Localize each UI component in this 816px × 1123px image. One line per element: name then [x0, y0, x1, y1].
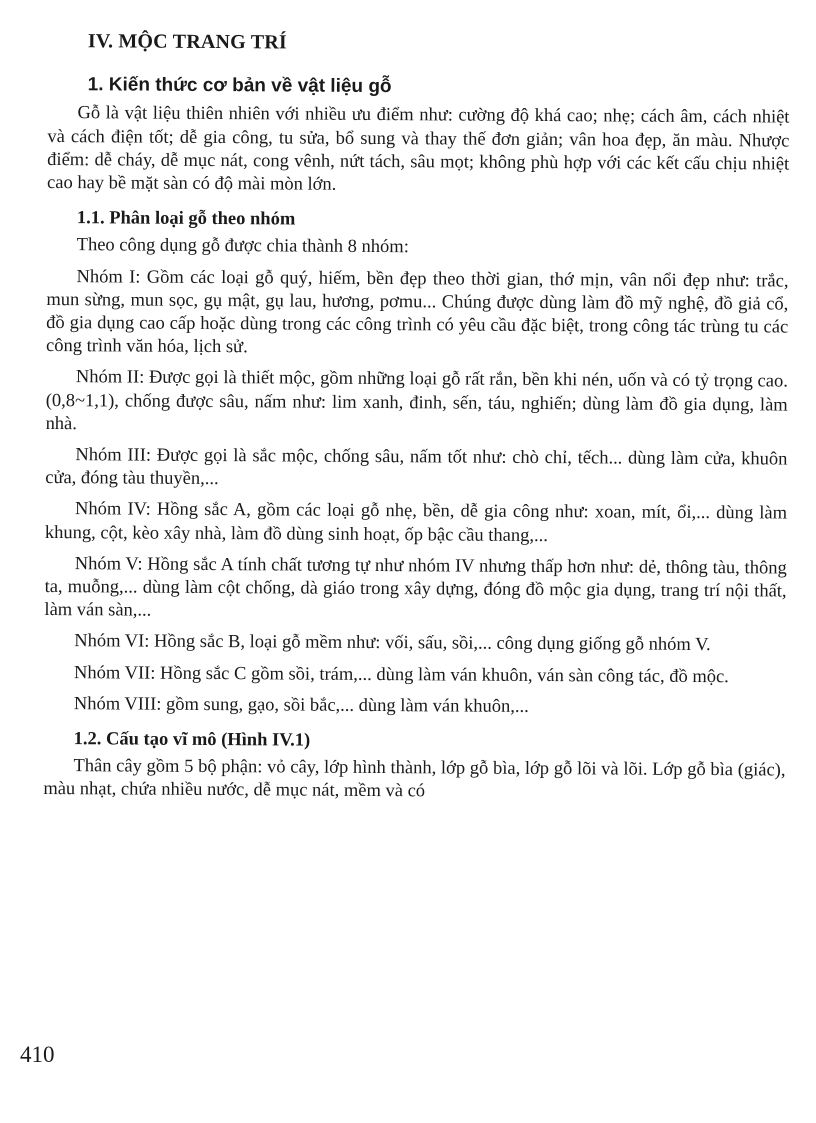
group-paragraph: Nhóm VII: Hồng sắc C gồm sồi, trám,... dùng làm ván khuôn, ván sàn công tác, đồ mộc.	[74, 662, 729, 687]
group-paragraph: Nhóm I: Gồm các loại gỗ quý, hiếm, bền đẹp theo thời gian, thớ mịn, vân nổi đẹp như: trắc, mun sừng, mun sọc, gụ mật, gụ lau, hương, pơmu... Chúng được dùng làm đồ mỹ nghệ, đồ giả cổ, đồ gia dụng cao cấp hoặc dùng trong các công trình có yêu cầu đặc biệt, trong công tác trùng tu các công trình văn hóa, lịch sử.	[46, 266, 789, 358]
group-paragraph: Nhóm II: Được gọi là thiết mộc, gồm những loại gỗ rất rắn, bền khi nén, uốn và có tỷ trọng cao.(0,8~1,1), chống được sâu, nấm như: lim xanh, đinh, sến, táu, nghiến; dùng làm đồ gia dụng, làm nhà.	[45, 367, 788, 435]
heading-1-1: 1.1. Phân loại gỗ theo nhóm	[76, 208, 296, 230]
heading-1-2: 1.2. Cấu tạo vĩ mô (Hình IV.1)	[73, 729, 311, 751]
group-paragraph: Nhóm III: Được gọi là sắc mộc, chống sâu, nấm tốt như: chò chỉ, tếch... dùng làm cửa, khuôn cửa, đóng tàu thuyền,...	[45, 445, 788, 490]
group-paragraph: Nhóm VIII: gồm sung, gạo, sồi bắc,... dùng làm ván khuôn,...	[73, 694, 529, 717]
page-number: 410	[20, 1042, 55, 1067]
groups-intro: Theo công dụng gỗ được chia thành 8 nhóm:	[76, 235, 409, 258]
intro-paragraph: Gỗ là vật liệu thiên nhiên với nhiều ưu điểm như: cường độ khá cao; nhẹ; cách âm, cách nhiệt và cách điện tốt; dễ gia công, tu sửa, bổ sung và thay thế đơn giản; vân hoa đẹp, ăn màu. Nhược điểm: dễ cháy, dễ mục nát, cong vênh, nứt tách, sâu mọt; không phù hợp với các kết cấu chịu nhiệt cao hay bề mặt sàn có độ mài mòn lớn.	[47, 103, 790, 195]
structure-paragraph: Thân cây gồm 5 bộ phận: vỏ cây, lớp hình thành, lớp gỗ bìa, lớp gỗ lõi và lõi. Lớp gỗ bìa (giác), màu nhạt, chứa nhiều nước, dễ mục nát, mềm và có	[43, 756, 786, 802]
page-body	[43, 30, 790, 814]
subsection-title: 1. Kiến thức cơ bản về vật liệu gỗ	[87, 74, 392, 98]
section-title: IV. MỘC TRANG TRÍ	[87, 30, 287, 54]
group-paragraph: Nhóm IV: Hồng sắc A, gồm các loại gỗ nhẹ, bền, dễ gia công như: xoan, mít, ổi,... dùng làm khung, cột, kèo xây nhà, làm đồ dùng sinh hoạt, ốp bậc cầu thang,...	[44, 499, 788, 546]
group-paragraph: Nhóm VI: Hồng sắc B, loại gỗ mềm như: vối, sấu, sồi,... công dụng giống gỗ nhóm V.	[74, 631, 711, 656]
group-paragraph: Nhóm V: Hồng sắc A tính chất tương tự như nhóm IV nhưng thấp hơn như: dẻ, thông tàu, thông ta, muỗng,... dùng làm cột chống, dà giáo trong xây dựng, đóng đồ mộc gia dụng, trang trí nội thất, làm ván sàn,...	[44, 554, 787, 621]
